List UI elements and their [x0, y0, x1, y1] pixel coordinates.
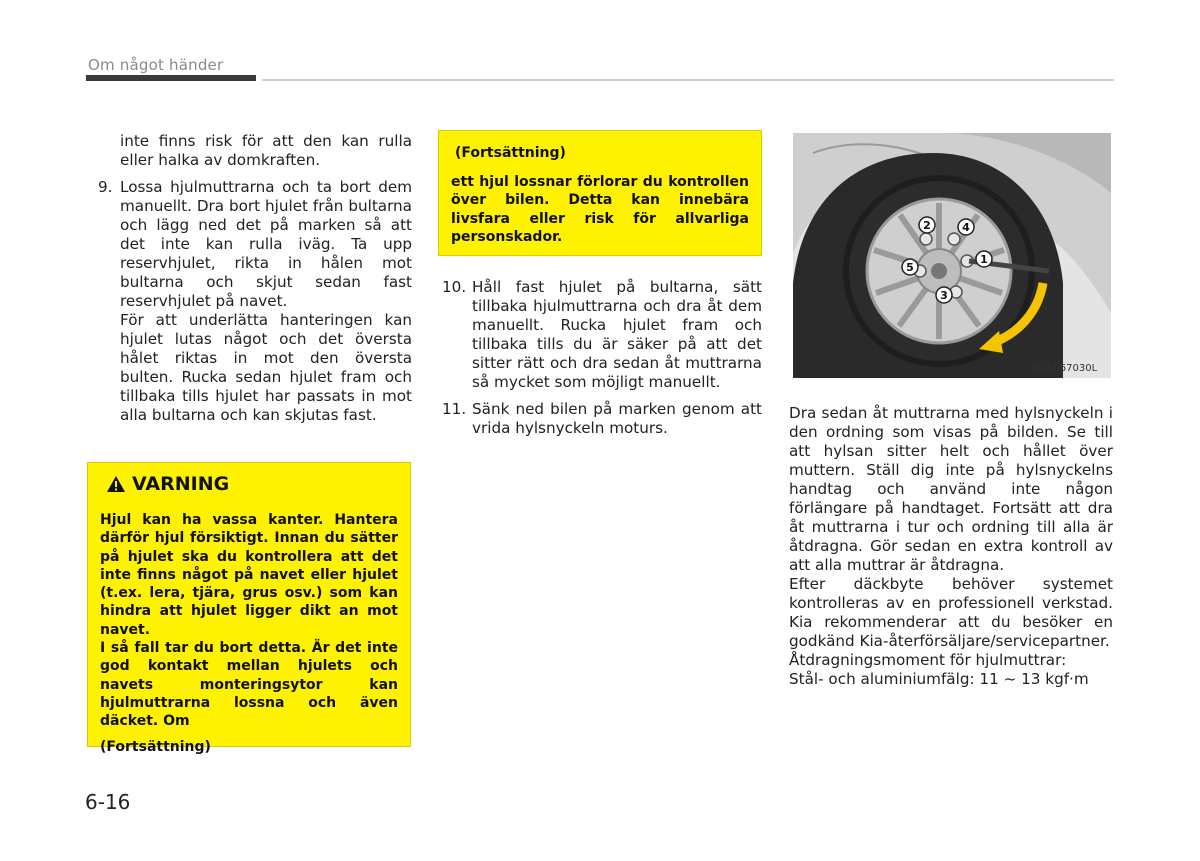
warning-continued: (Fortsättning): [100, 738, 211, 755]
lug-label-5: 5: [906, 261, 914, 274]
column-middle: [442, 278, 762, 438]
torque-value: Stål- och aluminiumfälg: 11 ~ 13 kgf·m: [789, 670, 1089, 688]
lug-label-3: 3: [940, 289, 948, 302]
step-8-continuation: inte finns risk för att den kan rulla eller halka av domkraften.: [120, 132, 412, 169]
step-9-text: Lossa hjulmuttrarna och ta bort dem manuellt. Dra bort hjulet från bultarna och lägg ned det på marken så att det inte kan rulla iväg. Ta upp reservhjulet, rikta in hålen mot bultarna och skjut sedan fast reservhjulet på navet.: [120, 178, 412, 310]
torque-heading: Åtdragningsmoment för hjulmuttrar:: [789, 651, 1067, 669]
lug-label-1: 1: [980, 253, 988, 266]
step-10: [442, 278, 762, 392]
warning-text-1: Hjul kan ha vassa kanter. Hantera därför hjul försiktigt. Innan du sätter på hjulet ska du kontrollera att det inte finns något på navet eller hjulet (t.ex. lera, tjära, grus osv.) som kan hindra att hjulet ligger dikt an mot navet.: [100, 512, 398, 638]
step-number: 11.: [442, 400, 467, 418]
step-number: 9.: [98, 178, 113, 196]
header-rule-dark: [86, 75, 256, 81]
warning-text-2: I så fall tar du bort detta. Är det inte god kontakt mellan hjulets och navets monteringsytor kan hjulmuttrarna lossna och även däcket. Om: [100, 640, 398, 730]
step-10-text: Håll fast hjulet på bultarna, sätt tillbaka hjulmuttrarna och dra åt dem manuellt. Rucka hjulet fram och tillbaka tills du är säker på att det sitter rätt och dra sedan åt muttrarna så mycket som möjligt manuellt.: [472, 278, 762, 391]
step-11-text: Sänk ned bilen på marken genom att vrida hylsnyckeln moturs.: [472, 400, 762, 437]
wheel-drawing: [793, 133, 1111, 378]
section-title: Om något händer: [88, 56, 224, 74]
tightening-text: Dra sedan åt muttrarna med hylsnyckeln i den ordning som visas på bilden. Se till att hylsan sitter helt och hållet över muttern. Ställ dig inte på hylsnyckelns handtag och använd inte någon förlängare på handtaget. Fortsätt att dra åt muttrarna i tur och ordning till alla är åtdragna. Gör sedan en extra kontroll av att alla muttrar är åtdragna.: [789, 404, 1113, 574]
warning-heading: [106, 473, 398, 495]
continuation-text: ett hjul lossnar förlorar du kontrollen över bilen. Detta kan innebära livsfara eller risk för allvarliga personskador.: [451, 174, 749, 245]
step-9: [98, 178, 412, 425]
step-9-tip: För att underlätta hanteringen kan hjulet lutas något och det översta hålet riktas in mot den översta bulten. Rucka sedan hjulet fram och tillbaka tills hjulet har passats in mot alla bultarna och kan skjutas fast.: [120, 311, 412, 424]
image-code: OCK067030L: [1032, 363, 1098, 374]
warning-title: VARNING: [132, 473, 230, 495]
step-number: 10.: [442, 278, 467, 296]
page-number: 6-16: [85, 790, 131, 814]
header-rule-light: [262, 79, 1114, 81]
warning-box: [87, 462, 411, 755]
column-left: [98, 132, 412, 425]
service-text: Efter däckbyte behöver systemet kontrolleras av en professionell verkstad. Kia rekommenderar att du besöker en godkänd Kia-återförsäljare/servicepartner.: [789, 575, 1113, 650]
step-11: [442, 400, 762, 438]
column-right: [789, 404, 1113, 689]
wheel-illustration: [793, 133, 1111, 378]
continuation-label: (Fortsättning): [455, 145, 566, 161]
lug-label-2: 2: [923, 219, 931, 232]
lug-label-4: 4: [962, 221, 970, 234]
warning-triangle-icon: [106, 475, 126, 493]
continuation-box: [438, 130, 762, 256]
